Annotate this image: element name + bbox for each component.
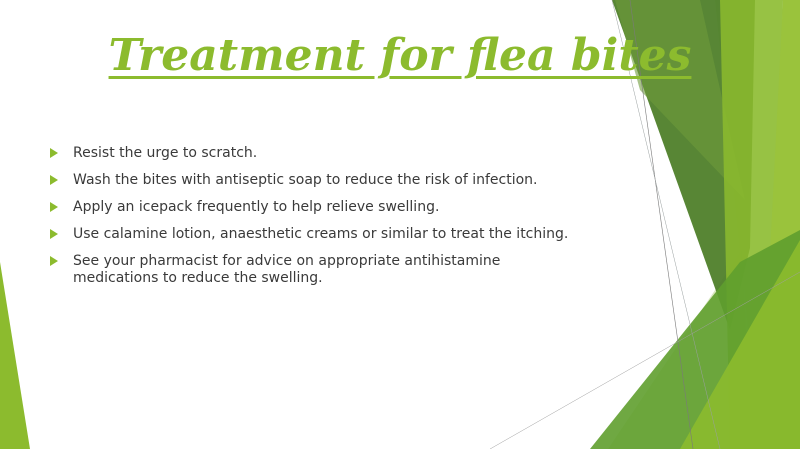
- bullet-item: [50, 172, 570, 189]
- bullet-item: [50, 199, 570, 216]
- triangle-right-icon: [50, 256, 58, 266]
- triangle-right-icon: [50, 229, 58, 239]
- bullet-text: Apply an icepack frequently to help relieve swelling.: [73, 199, 440, 215]
- bullet-item: [50, 253, 570, 287]
- bullet-text: Use calamine lotion, anaesthetic creams or similar to treat the itching.: [73, 226, 569, 242]
- bullet-text: Resist the urge to scratch.: [73, 145, 258, 161]
- bullet-list: [50, 145, 570, 297]
- triangle-right-icon: [50, 175, 58, 185]
- bullet-text: Wash the bites with antiseptic soap to reduce the risk of infection.: [73, 172, 538, 188]
- triangle-right-icon: [50, 202, 58, 212]
- triangle-right-icon: [50, 148, 58, 158]
- bullet-item: [50, 226, 570, 243]
- bullet-text: See your pharmacist for advice on appropriate antihistamine medications to reduce the swelling.: [73, 253, 501, 286]
- left-accent-shape: [0, 262, 30, 449]
- bullet-item: [50, 145, 570, 162]
- slide-title: Treatment for flea bites: [108, 30, 692, 81]
